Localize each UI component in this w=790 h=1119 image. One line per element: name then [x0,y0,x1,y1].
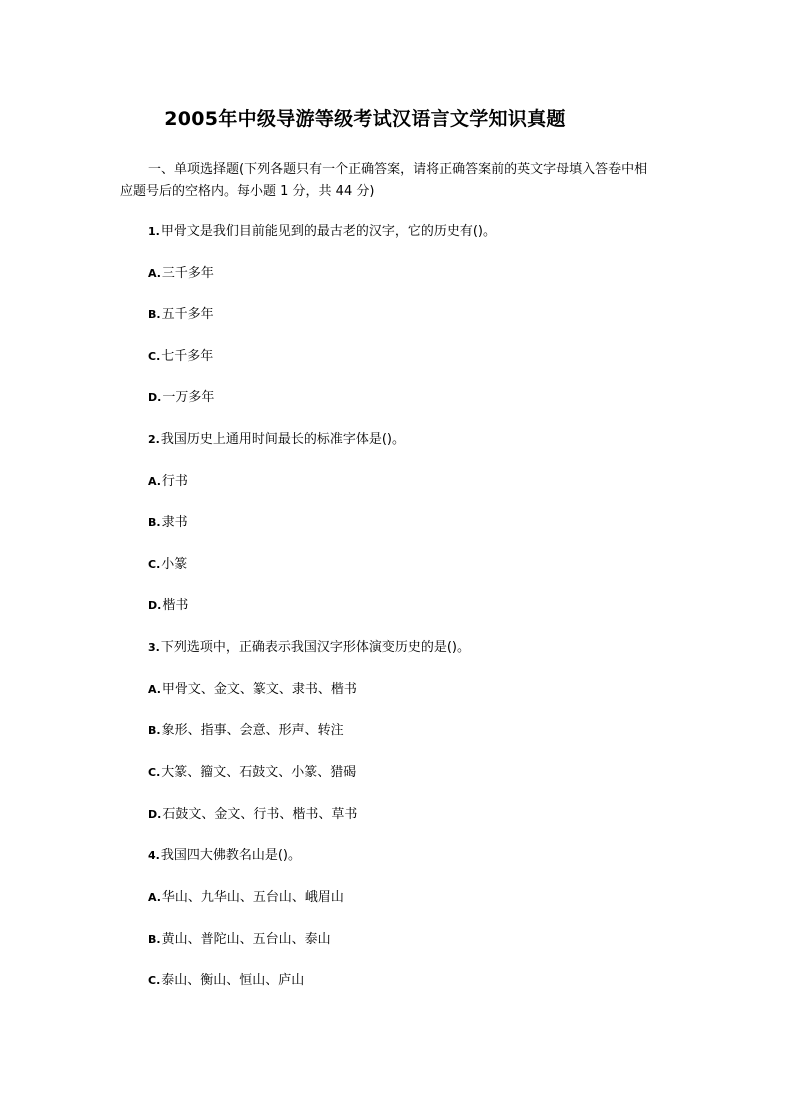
option-letter: C. [148,558,161,571]
question-2-option-b [148,514,188,532]
option-text: 三千多年 [161,266,214,281]
option-letter: C. [148,974,161,987]
option-letter: D. [148,391,162,404]
question-2-option-c [148,556,187,574]
question-text: 我国四大佛教名山是()。 [160,848,301,863]
question-1-option-c [148,348,213,366]
option-letter: C. [148,766,161,779]
question-4-stem [148,847,301,865]
question-number: 1. [148,225,160,238]
page-title: 2005年中级导游等级考试汉语言文学知识真题 [164,108,566,130]
option-text: 五千多年 [161,307,214,322]
option-letter: D. [148,599,162,612]
question-2-option-a [148,473,188,491]
option-letter: B. [148,724,161,737]
option-text: 泰山、衡山、恒山、庐山 [161,973,305,988]
question-3-option-b [148,722,344,740]
option-text: 隶书 [161,515,188,530]
option-letter: B. [148,308,161,321]
option-text: 黄山、普陀山、五台山、泰山 [161,932,331,947]
option-text: 甲骨文、金文、篆文、隶书、楷书 [161,682,357,697]
option-text: 楷书 [162,598,189,613]
question-3-stem [148,639,470,657]
option-text: 象形、指事、会意、形声、转注 [161,723,344,738]
section-intro: 一、单项选择题(下列各题只有一个正确答案，请将正确答案前的英文字母填入答卷中相应题号后的空格内。每小题 1 分，共 44 分) [120,162,648,199]
question-4-option-c [148,972,304,990]
question-3-option-d [148,806,357,824]
question-text: 甲骨文是我们目前能见到的最古老的汉字，它的历史有()。 [160,224,496,239]
option-letter: D. [148,808,162,821]
question-3-option-a [148,681,357,699]
question-2-option-d [148,597,188,615]
question-text: 我国历史上通用时间最长的标准字体是()。 [160,432,405,447]
option-text: 华山、九华山、五台山、峨眉山 [161,890,344,905]
question-1-option-b [148,306,214,324]
option-text: 一万多年 [162,390,215,405]
question-number: 3. [148,641,160,654]
question-2-stem [148,431,405,449]
question-3-option-c [148,764,356,782]
option-letter: A. [148,267,161,280]
option-letter: A. [148,475,161,488]
option-letter: B. [148,933,161,946]
option-text: 小篆 [161,557,188,572]
question-1-option-a [148,265,214,283]
option-letter: C. [148,350,161,363]
question-number: 4. [148,849,160,862]
option-letter: A. [148,683,161,696]
question-text: 下列选项中，正确表示我国汉字形体演变历史的是()。 [160,640,470,655]
option-text: 大篆、籀文、石鼓文、小篆、猎碣 [161,765,357,780]
option-text: 石鼓文、金文、行书、楷书、草书 [162,807,358,822]
option-letter: A. [148,891,161,904]
option-letter: B. [148,516,161,529]
option-text: 行书 [161,474,188,489]
question-1-option-d [148,389,214,407]
question-number: 2. [148,433,160,446]
option-text: 七千多年 [161,349,214,364]
question-4-option-b [148,931,331,949]
question-1-stem [148,223,496,241]
question-4-option-a [148,889,344,907]
